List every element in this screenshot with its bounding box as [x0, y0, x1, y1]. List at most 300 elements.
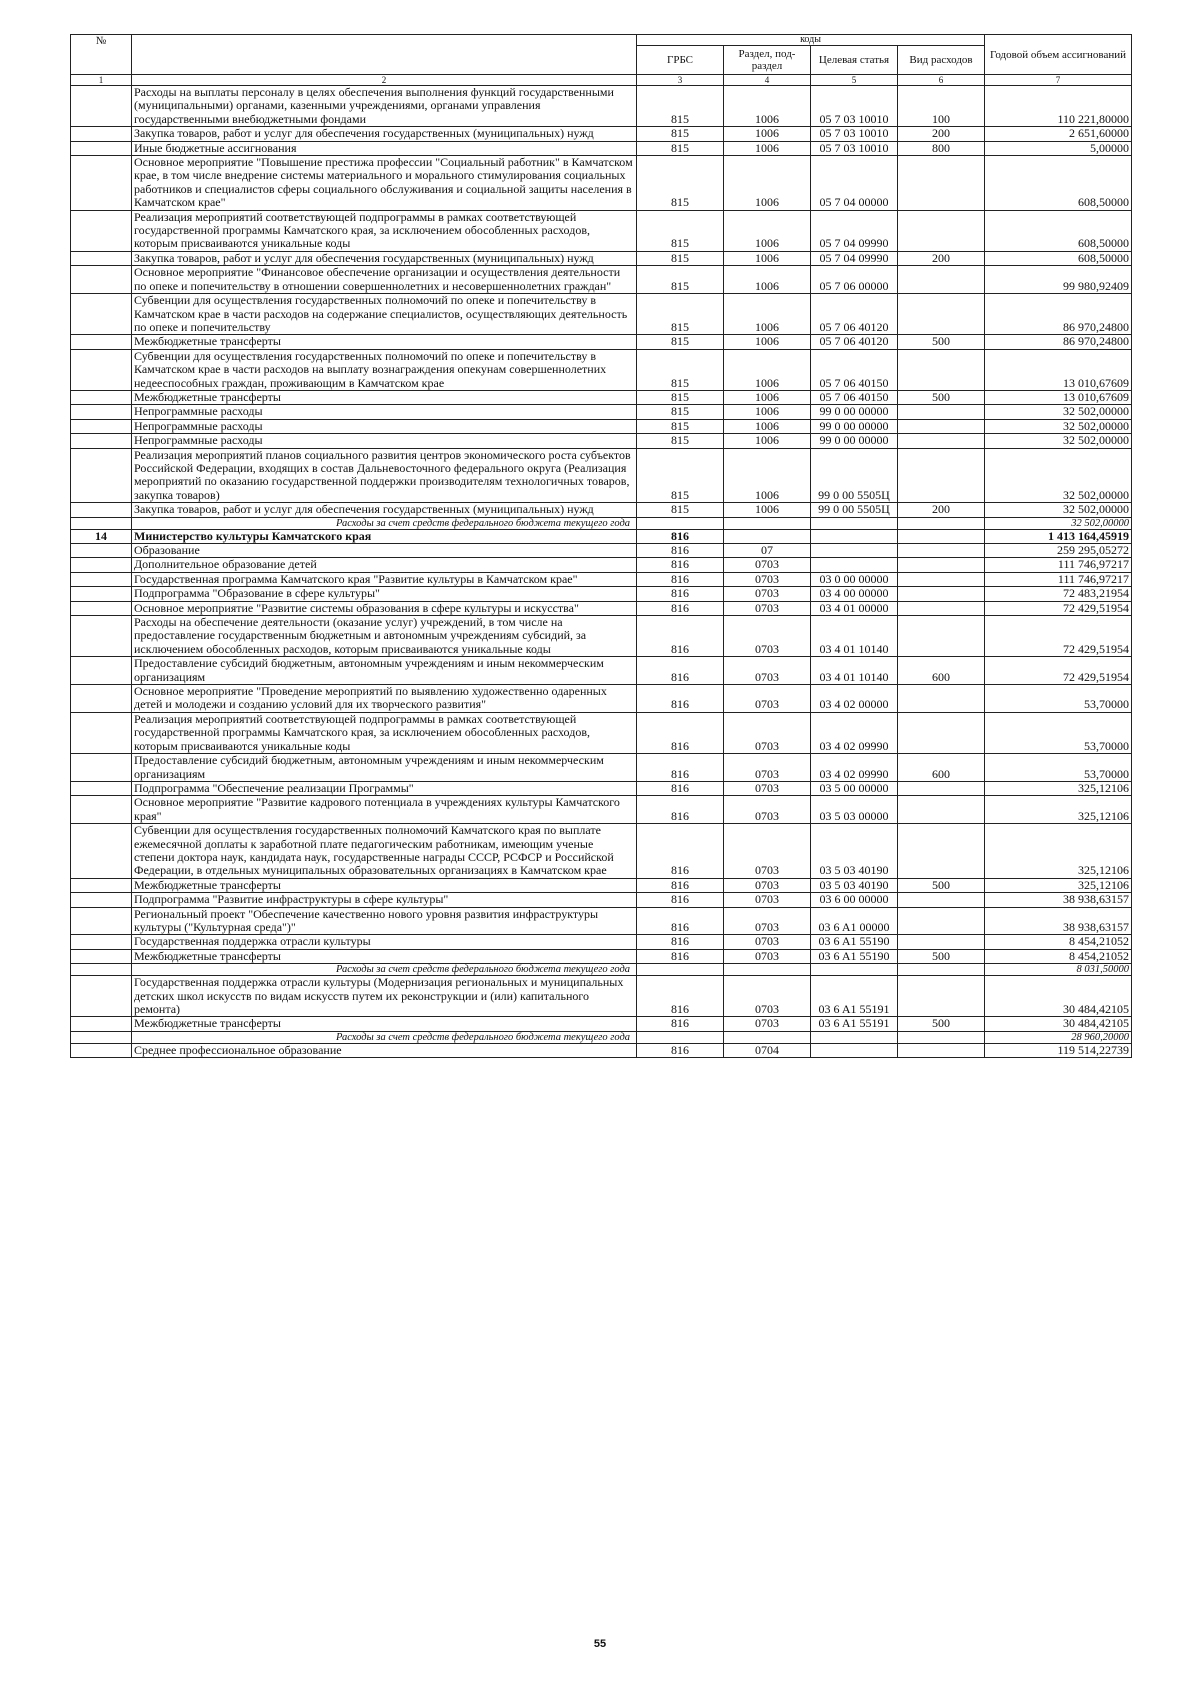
row-target: 05 7 06 40150 [811, 349, 898, 390]
row-grbs: 815 [637, 141, 724, 155]
row-vid [898, 601, 985, 615]
row-vid [898, 294, 985, 335]
row-razdel: 0703 [724, 558, 811, 572]
row-razdel: 1006 [724, 503, 811, 517]
row-razdel: 1006 [724, 141, 811, 155]
row-target: 05 7 04 00000 [811, 156, 898, 211]
row-sum: 86 970,24800 [985, 294, 1132, 335]
row-grbs: 816 [637, 878, 724, 892]
row-vid [898, 964, 985, 976]
row-name: Межбюджетные трансферты [132, 949, 637, 963]
row-sum: 72 429,51954 [985, 616, 1132, 657]
row-grbs: 816 [637, 1017, 724, 1031]
row-number [71, 156, 132, 211]
row-vid: 200 [898, 127, 985, 141]
row-sum: 119 514,22739 [985, 1043, 1132, 1057]
row-vid: 200 [898, 251, 985, 265]
table-row [71, 893, 1132, 907]
header-razdel: Раздел, под-раздел [724, 46, 811, 75]
table-row [71, 503, 1132, 517]
row-razdel: 0703 [724, 949, 811, 963]
row-target [811, 558, 898, 572]
row-razdel [724, 517, 811, 529]
row-razdel: 07 [724, 544, 811, 558]
table-row [71, 448, 1132, 503]
row-vid [898, 907, 985, 935]
table-row [71, 824, 1132, 879]
row-vid [898, 210, 985, 251]
row-number [71, 685, 132, 713]
row-name: Дополнительное образование детей [132, 558, 637, 572]
table-body [71, 86, 1132, 1058]
row-target: 03 6 A1 55191 [811, 1017, 898, 1031]
row-target: 05 7 04 09990 [811, 251, 898, 265]
table-row [71, 685, 1132, 713]
row-number [71, 616, 132, 657]
row-razdel: 1006 [724, 251, 811, 265]
row-razdel: 0703 [724, 587, 811, 601]
header-num: № [71, 35, 132, 75]
row-vid: 600 [898, 657, 985, 685]
row-vid [898, 517, 985, 529]
row-grbs: 815 [637, 294, 724, 335]
row-grbs: 816 [637, 1043, 724, 1057]
row-razdel: 0703 [724, 754, 811, 782]
row-target: 03 4 02 09990 [811, 712, 898, 753]
row-target: 05 7 06 40120 [811, 294, 898, 335]
row-target: 03 5 03 00000 [811, 796, 898, 824]
colnum: 2 [132, 75, 637, 86]
row-grbs: 816 [637, 781, 724, 795]
row-razdel: 1006 [724, 434, 811, 448]
table-row [71, 1043, 1132, 1057]
row-sum: 13 010,67609 [985, 349, 1132, 390]
row-vid: 500 [898, 390, 985, 404]
row-razdel: 1006 [724, 335, 811, 349]
table-row [71, 335, 1132, 349]
colnum: 4 [724, 75, 811, 86]
row-number [71, 434, 132, 448]
row-sum: 1 413 164,45919 [985, 529, 1132, 543]
row-vid: 500 [898, 1017, 985, 1031]
row-target: 03 4 01 10140 [811, 616, 898, 657]
row-number [71, 878, 132, 892]
row-razdel [724, 1031, 811, 1043]
row-target [811, 529, 898, 543]
row-number [71, 907, 132, 935]
row-sum: 608,50000 [985, 210, 1132, 251]
row-sum: 32 502,00000 [985, 405, 1132, 419]
row-razdel: 0703 [724, 572, 811, 586]
row-razdel: 1006 [724, 294, 811, 335]
row-target: 05 7 03 10010 [811, 86, 898, 127]
row-number [71, 964, 132, 976]
row-name: Межбюджетные трансферты [132, 335, 637, 349]
row-grbs [637, 1031, 724, 1043]
row-grbs: 815 [637, 434, 724, 448]
row-sum: 72 429,51954 [985, 601, 1132, 615]
row-vid: 100 [898, 86, 985, 127]
row-sum: 8 454,21052 [985, 949, 1132, 963]
table-row [71, 601, 1132, 615]
row-razdel: 0703 [724, 657, 811, 685]
row-name: Межбюджетные трансферты [132, 390, 637, 404]
row-name: Государственная поддержка отрасли культуры (Модернизация региональных и муниципальных детских школ искусств по видам искусств путем их реконструкции и (или) капитального ремонта) [132, 976, 637, 1017]
row-number [71, 517, 132, 529]
row-target [811, 517, 898, 529]
row-number [71, 141, 132, 155]
row-number [71, 976, 132, 1017]
row-target: 03 5 03 40190 [811, 824, 898, 879]
table-row [71, 127, 1132, 141]
row-target: 03 6 A1 55191 [811, 976, 898, 1017]
row-grbs: 815 [637, 127, 724, 141]
row-number [71, 86, 132, 127]
row-name: Предоставление субсидий бюджетным, автономным учреждениям и иным некоммерческим организациям [132, 754, 637, 782]
row-grbs: 816 [637, 935, 724, 949]
row-name: Реализация мероприятий соответствующей подпрограммы в рамках соответствующей государственной программы Камчатского края, за исключением обособленных расходов, которым присваиваются уникальные коды [132, 210, 637, 251]
row-sum: 32 502,00000 [985, 419, 1132, 433]
table-row [71, 935, 1132, 949]
row-vid [898, 419, 985, 433]
row-number [71, 503, 132, 517]
colnum: 7 [985, 75, 1132, 86]
row-razdel: 0703 [724, 878, 811, 892]
row-number [71, 294, 132, 335]
row-target: 03 0 00 00000 [811, 572, 898, 586]
row-name: Субвенции для осуществления государственных полномочий по опеке и попечительству в Камчатском крае в части расходов на содержание специалистов, осуществляющих деятельность по опеке и попечительству [132, 294, 637, 335]
colnum: 3 [637, 75, 724, 86]
colnum: 1 [71, 75, 132, 86]
row-sum: 30 484,42105 [985, 976, 1132, 1017]
row-target: 05 7 06 00000 [811, 266, 898, 294]
row-name: Министерство культуры Камчатского края [132, 529, 637, 543]
row-vid [898, 712, 985, 753]
header-grbs: ГРБС [637, 46, 724, 75]
row-grbs: 816 [637, 754, 724, 782]
row-razdel: 1006 [724, 448, 811, 503]
row-sum: 32 502,00000 [985, 448, 1132, 503]
row-razdel: 1006 [724, 156, 811, 211]
row-name: Региональный проект "Обеспечение качественно нового уровня развития инфраструктуры культуры ("Культурная среда")" [132, 907, 637, 935]
row-grbs: 816 [637, 824, 724, 879]
table-header [71, 35, 1132, 86]
row-sum: 32 502,00000 [985, 434, 1132, 448]
row-number [71, 405, 132, 419]
row-razdel: 1006 [724, 266, 811, 294]
table-row [71, 294, 1132, 335]
header-target: Целевая статья [811, 46, 898, 75]
row-razdel [724, 964, 811, 976]
row-grbs: 816 [637, 893, 724, 907]
row-name: Основное мероприятие "Проведение мероприятий по выявлению художественно одаренных детей и молодежи и созданию условий для их творческого развития" [132, 685, 637, 713]
row-vid [898, 266, 985, 294]
row-sum: 53,70000 [985, 685, 1132, 713]
row-target: 03 6 A1 55190 [811, 949, 898, 963]
row-target: 99 0 00 00000 [811, 434, 898, 448]
row-sum: 110 221,80000 [985, 86, 1132, 127]
colnum: 6 [898, 75, 985, 86]
row-vid [898, 156, 985, 211]
colnum: 5 [811, 75, 898, 86]
row-vid: 600 [898, 754, 985, 782]
row-name: Подпрограмма "Образование в сфере культуры" [132, 587, 637, 601]
row-razdel: 0703 [724, 893, 811, 907]
row-vid [898, 935, 985, 949]
row-vid [898, 405, 985, 419]
table-row [71, 156, 1132, 211]
row-sum: 86 970,24800 [985, 335, 1132, 349]
row-razdel: 0703 [724, 935, 811, 949]
row-sum: 53,70000 [985, 754, 1132, 782]
row-sum: 72 483,21954 [985, 587, 1132, 601]
row-grbs: 816 [637, 685, 724, 713]
row-name: Основное мероприятие "Финансовое обеспечение организации и осуществления деятельности по опеке и попечительству в отношении совершеннолетних и несовершеннолетних граждан" [132, 266, 637, 294]
federal-subtotal-row [71, 517, 1132, 529]
row-name: Непрограммные расходы [132, 419, 637, 433]
row-vid: 500 [898, 878, 985, 892]
row-name: Закупка товаров, работ и услуг для обеспечения государственных (муниципальных) нужд [132, 127, 637, 141]
row-target: 05 7 06 40120 [811, 335, 898, 349]
row-razdel: 1006 [724, 419, 811, 433]
table-row [71, 529, 1132, 543]
row-vid [898, 434, 985, 448]
row-target: 99 0 00 5505Ц [811, 503, 898, 517]
row-razdel: 0703 [724, 685, 811, 713]
row-razdel: 0704 [724, 1043, 811, 1057]
row-number [71, 210, 132, 251]
table-row [71, 949, 1132, 963]
row-razdel: 0703 [724, 824, 811, 879]
row-number [71, 127, 132, 141]
row-name: Расходы за счет средств федерального бюджета текущего года [132, 1031, 637, 1043]
row-grbs: 815 [637, 349, 724, 390]
row-name: Расходы на обеспечение деятельности (оказание услуг) учреждений, в том числе на предоставление государственным бюджетным и автономным учреждениям субсидий, за исключением обособленных расходов, которым присваиваются уникальные коды [132, 616, 637, 657]
table-row [71, 1017, 1132, 1031]
row-number [71, 935, 132, 949]
row-number [71, 1043, 132, 1057]
row-grbs: 816 [637, 796, 724, 824]
row-name: Образование [132, 544, 637, 558]
row-vid [898, 616, 985, 657]
row-grbs: 816 [637, 616, 724, 657]
row-number [71, 893, 132, 907]
header-name [132, 35, 637, 75]
row-vid [898, 976, 985, 1017]
row-number [71, 1031, 132, 1043]
row-razdel: 1006 [724, 349, 811, 390]
row-target: 05 7 04 09990 [811, 210, 898, 251]
row-razdel: 0703 [724, 616, 811, 657]
row-razdel: 0703 [724, 976, 811, 1017]
table-row [71, 266, 1132, 294]
header-annual: Годовой объем ассигнований [985, 35, 1132, 75]
row-target: 99 0 00 00000 [811, 405, 898, 419]
row-name: Межбюджетные трансферты [132, 1017, 637, 1031]
row-target [811, 1043, 898, 1057]
row-vid [898, 796, 985, 824]
row-razdel: 0703 [724, 1017, 811, 1031]
row-razdel: 0703 [724, 712, 811, 753]
table-row [71, 587, 1132, 601]
row-vid [898, 544, 985, 558]
row-number [71, 390, 132, 404]
row-target [811, 1031, 898, 1043]
row-target: 05 7 03 10010 [811, 127, 898, 141]
row-number [71, 448, 132, 503]
row-grbs: 815 [637, 503, 724, 517]
row-grbs: 816 [637, 558, 724, 572]
row-vid: 200 [898, 503, 985, 517]
row-name: Государственная поддержка отрасли культуры [132, 935, 637, 949]
row-grbs [637, 964, 724, 976]
row-grbs [637, 517, 724, 529]
row-number [71, 781, 132, 795]
table-row [71, 657, 1132, 685]
row-grbs: 816 [637, 976, 724, 1017]
row-name: Основное мероприятие "Повышение престижа профессии "Социальный работник" в Камчатском крае, в том числе внедрение системы материального и морального стимулирования социальных работников и специалистов сферы социального обслуживания и социальной защиты населения в Камчатском крае" [132, 156, 637, 211]
row-name: Расходы за счет средств федерального бюджета текущего года [132, 517, 637, 529]
table-row [71, 141, 1132, 155]
row-target: 99 0 00 00000 [811, 419, 898, 433]
row-sum: 325,12106 [985, 781, 1132, 795]
row-grbs: 816 [637, 907, 724, 935]
table-row [71, 434, 1132, 448]
row-vid [898, 1043, 985, 1057]
row-number [71, 796, 132, 824]
row-target: 03 6 A1 55190 [811, 935, 898, 949]
row-name: Среднее профессиональное образование [132, 1043, 637, 1057]
row-number [71, 1017, 132, 1031]
row-vid [898, 781, 985, 795]
row-number [71, 657, 132, 685]
row-sum: 28 960,20000 [985, 1031, 1132, 1043]
row-grbs: 816 [637, 544, 724, 558]
row-razdel: 0703 [724, 796, 811, 824]
table-row [71, 878, 1132, 892]
row-name: Иные бюджетные ассигнования [132, 141, 637, 155]
row-sum: 608,50000 [985, 156, 1132, 211]
federal-subtotal-row [71, 964, 1132, 976]
row-sum: 111 746,97217 [985, 572, 1132, 586]
row-sum: 30 484,42105 [985, 1017, 1132, 1031]
row-target: 03 4 01 10140 [811, 657, 898, 685]
row-name: Государственная программа Камчатского края "Развитие культуры в Камчатском крае" [132, 572, 637, 586]
row-name: Закупка товаров, работ и услуг для обеспечения государственных (муниципальных) нужд [132, 251, 637, 265]
table-row [71, 616, 1132, 657]
row-number [71, 754, 132, 782]
table-row [71, 712, 1132, 753]
row-grbs: 815 [637, 448, 724, 503]
row-sum: 325,12106 [985, 796, 1132, 824]
table-row [71, 210, 1132, 251]
row-sum: 38 938,63157 [985, 907, 1132, 935]
row-number [71, 949, 132, 963]
row-razdel: 1006 [724, 210, 811, 251]
table-row [71, 349, 1132, 390]
row-target: 03 5 03 40190 [811, 878, 898, 892]
row-name: Предоставление субсидий бюджетным, автономным учреждениям и иным некоммерческим организациям [132, 657, 637, 685]
header-codes: коды [637, 35, 985, 46]
row-grbs: 815 [637, 156, 724, 211]
row-grbs: 815 [637, 335, 724, 349]
row-name: Расходы на выплаты персоналу в целях обеспечения выполнения функций государственными (муниципальными) органами, казенными учреждениями, органами управления государственными внебюджетными фондами [132, 86, 637, 127]
row-number [71, 824, 132, 879]
row-grbs: 815 [637, 251, 724, 265]
row-sum: 5,00000 [985, 141, 1132, 155]
row-vid [898, 529, 985, 543]
row-grbs: 815 [637, 390, 724, 404]
row-grbs: 816 [637, 587, 724, 601]
row-number [71, 349, 132, 390]
row-target: 05 7 03 10010 [811, 141, 898, 155]
table-row [71, 796, 1132, 824]
row-grbs: 815 [637, 210, 724, 251]
row-number [71, 572, 132, 586]
row-target [811, 544, 898, 558]
row-grbs: 815 [637, 405, 724, 419]
row-target: 03 4 02 09990 [811, 754, 898, 782]
row-number: 14 [71, 529, 132, 543]
table-row [71, 558, 1132, 572]
row-sum: 2 651,60000 [985, 127, 1132, 141]
row-razdel: 0703 [724, 601, 811, 615]
row-grbs: 815 [637, 266, 724, 294]
page-number: 55 [593, 1638, 607, 1650]
row-number [71, 335, 132, 349]
row-vid [898, 685, 985, 713]
row-target [811, 964, 898, 976]
row-number [71, 419, 132, 433]
row-razdel: 0703 [724, 907, 811, 935]
table-row [71, 251, 1132, 265]
row-sum: 99 980,92409 [985, 266, 1132, 294]
row-name: Непрограммные расходы [132, 405, 637, 419]
row-name: Основное мероприятие "Развитие кадрового потенциала в учреждениях культуры Камчатского края" [132, 796, 637, 824]
budget-document [70, 34, 1132, 1058]
row-vid [898, 893, 985, 907]
row-sum: 111 746,97217 [985, 558, 1132, 572]
row-number [71, 601, 132, 615]
row-sum: 13 010,67609 [985, 390, 1132, 404]
row-target: 05 7 06 40150 [811, 390, 898, 404]
budget-table [70, 34, 1132, 1058]
row-number [71, 544, 132, 558]
row-name: Реализация мероприятий планов социального развития центров экономического роста субъектов Российской Федерации, входящих в состав Дальневосточного федерального округа (Реализация мероприятий по оказанию государственной поддержки производителям технологичных товаров, закупка товаров) [132, 448, 637, 503]
row-sum: 53,70000 [985, 712, 1132, 753]
table-row [71, 754, 1132, 782]
table-row [71, 419, 1132, 433]
row-target: 03 4 00 00000 [811, 587, 898, 601]
row-number [71, 251, 132, 265]
row-sum: 259 295,05272 [985, 544, 1132, 558]
row-razdel: 1006 [724, 405, 811, 419]
row-target: 03 4 02 00000 [811, 685, 898, 713]
row-razdel: 1006 [724, 127, 811, 141]
row-name: Подпрограмма "Обеспечение реализации Программы" [132, 781, 637, 795]
row-sum: 32 502,00000 [985, 503, 1132, 517]
row-vid [898, 572, 985, 586]
row-vid [898, 349, 985, 390]
row-razdel: 0703 [724, 781, 811, 795]
row-vid [898, 558, 985, 572]
row-target: 03 6 A1 00000 [811, 907, 898, 935]
row-name: Расходы за счет средств федерального бюджета текущего года [132, 964, 637, 976]
row-name: Непрограммные расходы [132, 434, 637, 448]
row-name: Межбюджетные трансферты [132, 878, 637, 892]
row-name: Закупка товаров, работ и услуг для обеспечения государственных (муниципальных) нужд [132, 503, 637, 517]
table-row [71, 907, 1132, 935]
